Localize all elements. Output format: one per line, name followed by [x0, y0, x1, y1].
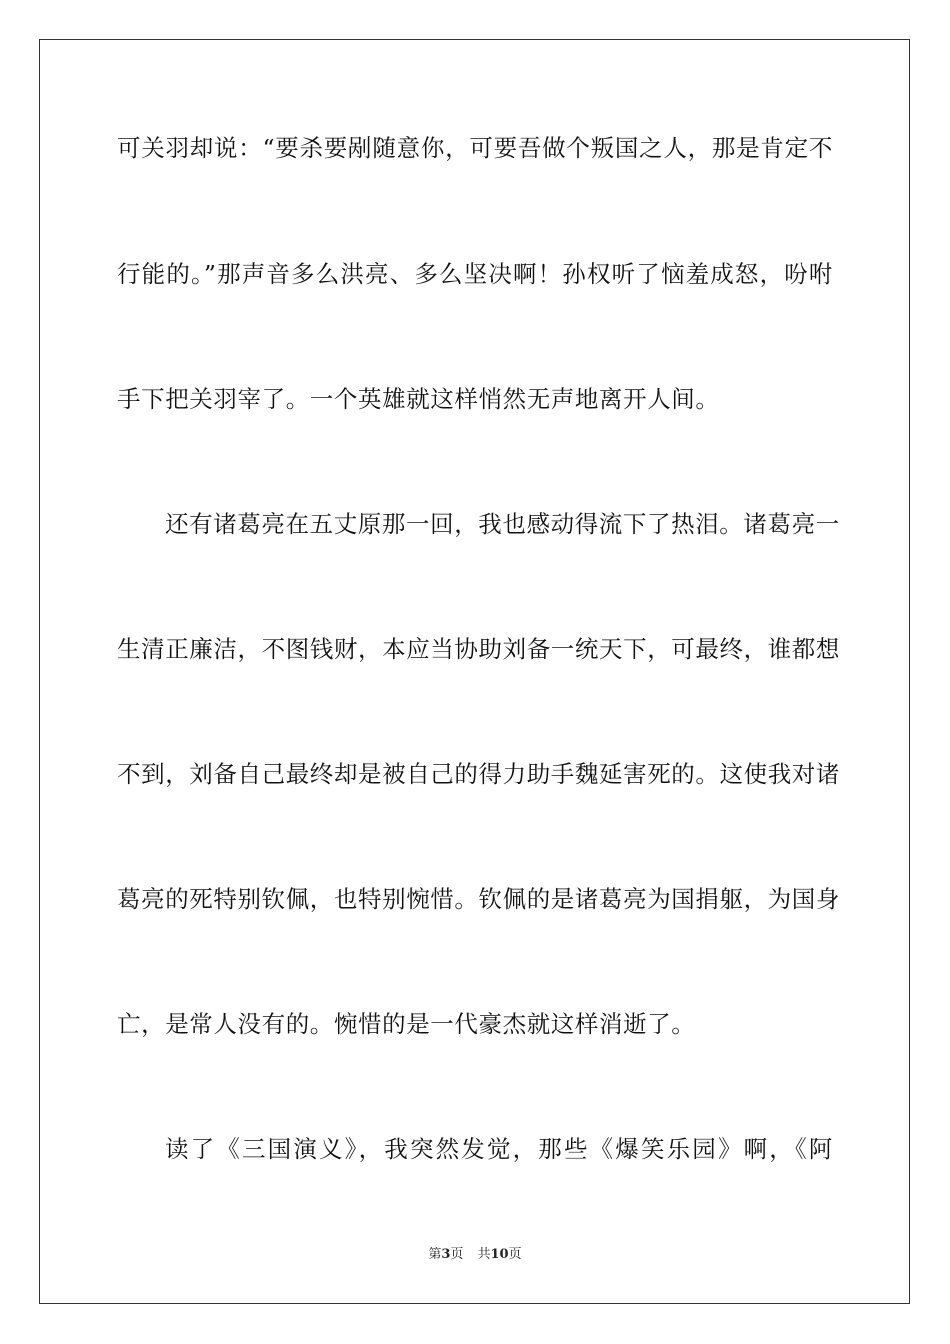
- total-suffix: 页: [508, 1247, 522, 1262]
- text-line-9: 读了《三国演义》，我突然发觉，那些《爆笑乐园》啊，《阿: [165, 1135, 833, 1163]
- text-line-8: 亡，是常人没有的。惋惜的是一代豪杰就这样消逝了。: [117, 1010, 696, 1038]
- total-pages: 10: [490, 1247, 509, 1262]
- text-line-2: 行能的。”那声音多么洪亮、多么坚决啊！孙权听了恼羞成怒，吩咐: [117, 260, 833, 288]
- page-border: [39, 39, 910, 1304]
- text-line-3: 手下把关羽宰了。一个英雄就这样悄然无声地离开人间。: [117, 385, 720, 413]
- total-prefix: 共: [477, 1247, 491, 1262]
- page-number: 3: [441, 1247, 451, 1262]
- text-line-4: 还有诸葛亮在五丈原那一回，我也感动得流下了热泪。诸葛亮一: [165, 510, 840, 538]
- text-line-6: 不到，刘备自己最终却是被自己的得力助手魏延害死的。这使我对诸: [117, 760, 840, 788]
- page-footer: [0, 1246, 950, 1264]
- text-line-7: 葛亮的死特别钦佩，也特别惋惜。钦佩的是诸葛亮为国捐躯，为国身: [117, 885, 840, 913]
- text-line-1: 可关羽却说：“要杀要剐随意你，可要吾做个叛国之人，那是肯定不: [117, 134, 833, 162]
- page-suffix: 页: [450, 1247, 464, 1262]
- text-line-5: 生清正廉洁，不图钱财，本应当协助刘备一统天下，可最终，谁都想: [117, 635, 840, 663]
- page-prefix: 第: [428, 1247, 442, 1262]
